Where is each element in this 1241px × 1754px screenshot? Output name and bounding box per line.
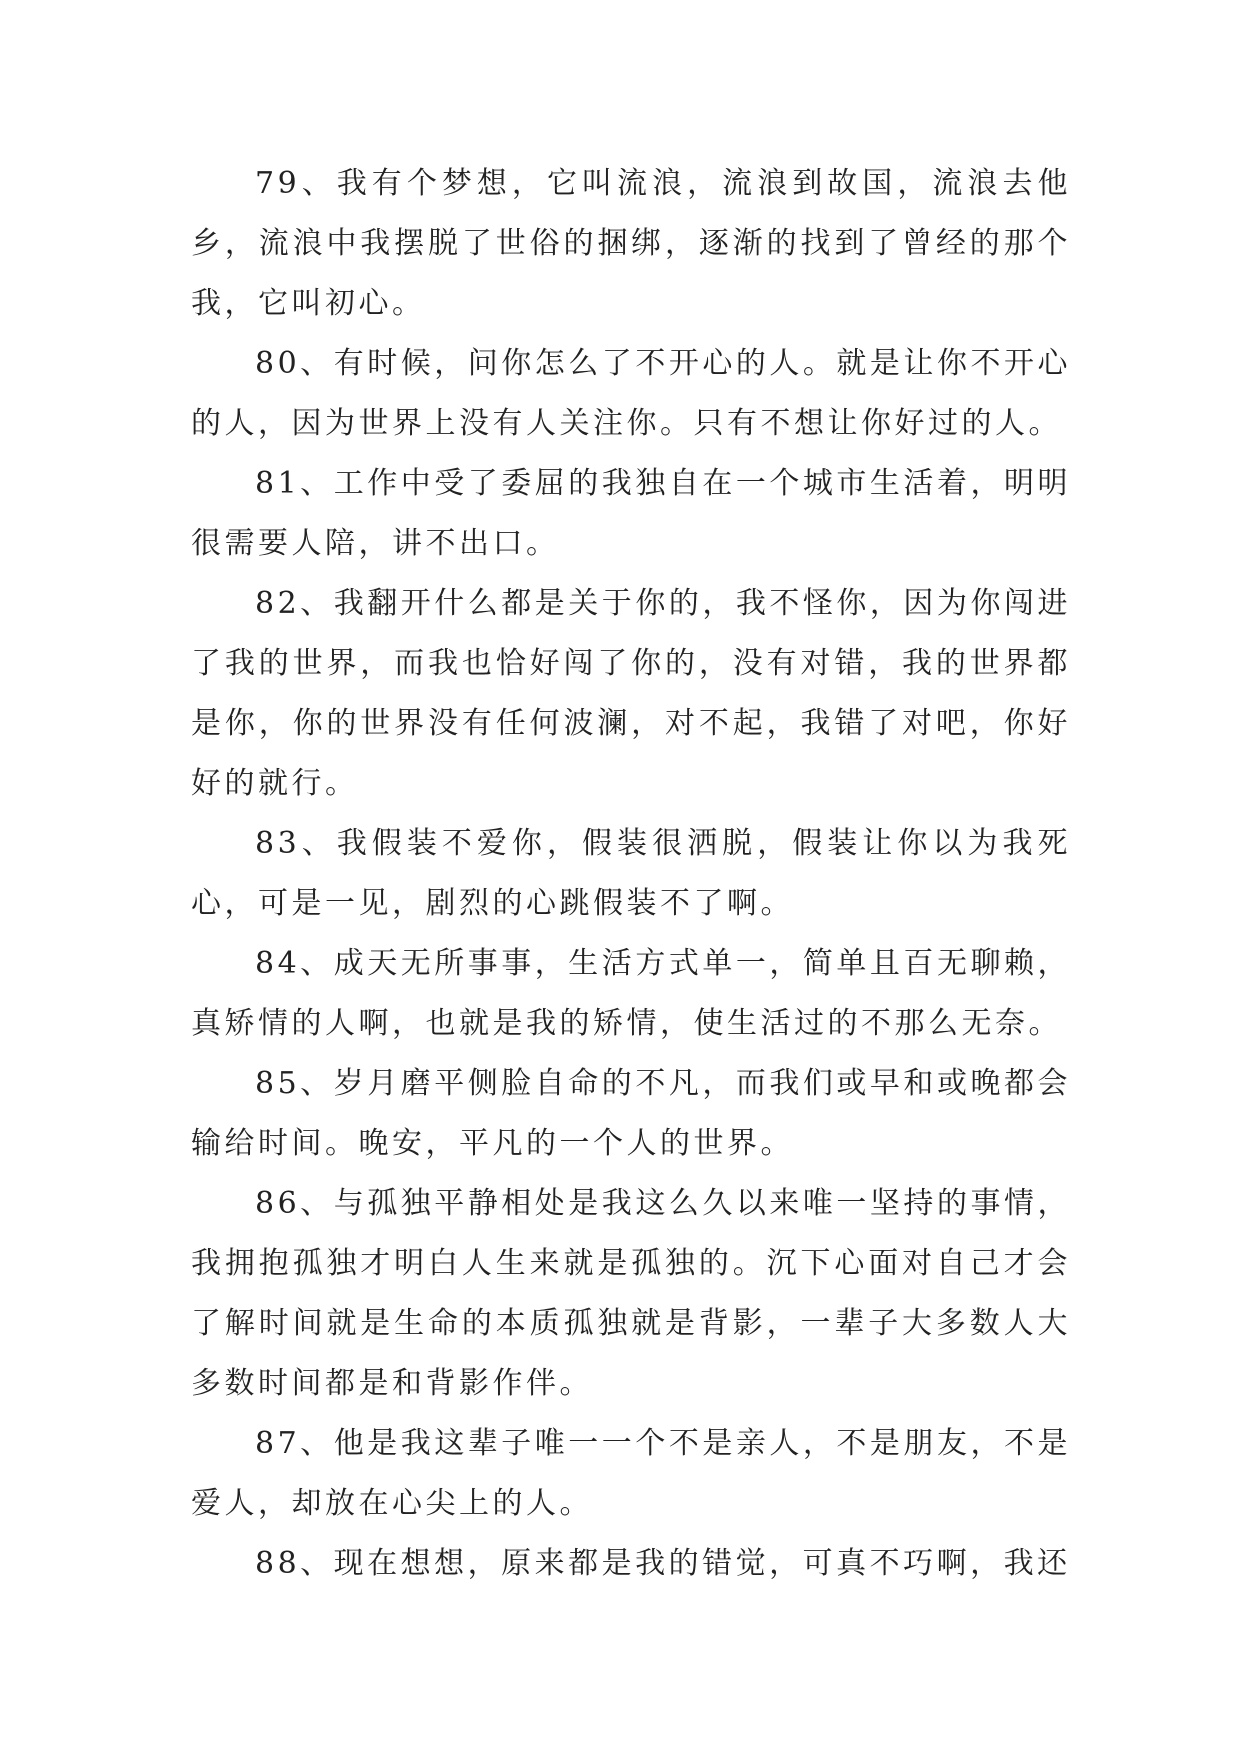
paragraph-84: 84、成天无所事事，生活方式单一，简单且百无聊赖，真矫情的人啊，也就是我的矫情，使生活过的不那么无奈。 (191, 946, 1071, 1041)
paragraph-87: 87、他是我这辈子唯一一个不是亲人，不是朋友，不是爱人，却放在心尖上的人。 (191, 1426, 1071, 1521)
paragraph-88: 88、现在想想，原来都是我的错觉，可真不巧啊，我还 (255, 1546, 1071, 1581)
paragraph-85: 85、岁月磨平侧脸自命的不凡，而我们或早和或晚都会输给时间。晚安，平凡的一个人的世界。 (191, 1066, 1071, 1161)
paragraph-82: 82、我翻开什么都是关于你的，我不怪你，因为你闯进了我的世界，而我也恰好闯了你的，没有对错，我的世界都是你，你的世界没有任何波澜，对不起，我错了对吧，你好好的就行。 (191, 586, 1071, 801)
paragraph-81: 81、工作中受了委屈的我独自在一个城市生活着，明明很需要人陪，讲不出口。 (191, 466, 1071, 561)
paragraph-86: 86、与孤独平静相处是我这么久以来唯一坚持的事情，我拥抱孤独才明白人生来就是孤独的。沉下心面对自己才会了解时间就是生命的本质孤独就是背影，一辈子大多数人大多数时间都是和背影作伴。 (191, 1186, 1071, 1401)
document-body (191, 154, 1071, 1594)
paragraph-83: 83、我假装不爱你，假装很洒脱，假装让你以为我死心，可是一见，剧烈的心跳假装不了啊。 (191, 826, 1071, 921)
paragraph-79: 79、我有个梦想，它叫流浪，流浪到故国，流浪去他乡，流浪中我摆脱了世俗的捆绑，逐渐的找到了曾经的那个我，它叫初心。 (191, 166, 1071, 321)
paragraph-80: 80、有时候，问你怎么了不开心的人。就是让你不开心的人，因为世界上没有人关注你。只有不想让你好过的人。 (191, 346, 1071, 441)
